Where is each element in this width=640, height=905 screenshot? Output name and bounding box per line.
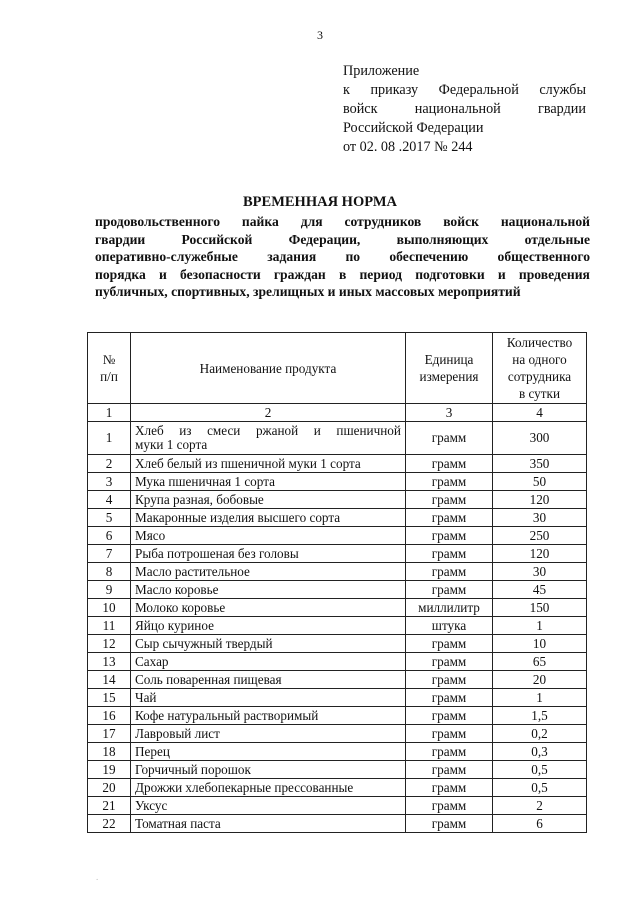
row-number: 15 — [88, 689, 131, 707]
row-product-name: Масло коровье — [131, 581, 406, 599]
column-number-row — [88, 404, 587, 422]
row-product-name: Перец — [131, 743, 406, 761]
table-row — [88, 671, 587, 689]
subtitle-word: обеспечению — [389, 249, 469, 264]
table-row — [88, 545, 587, 563]
appendix-line-2 — [343, 81, 586, 100]
row-unit: грамм — [406, 815, 493, 833]
table-header-row — [88, 333, 587, 404]
subtitle-word: проведения — [518, 266, 590, 282]
table-row — [88, 761, 587, 779]
row-product-name: Хлеб белый из пшеничной муки 1 сорта — [131, 455, 406, 473]
row-number: 18 — [88, 743, 131, 761]
row-quantity: 20 — [493, 671, 587, 689]
row-quantity: 0,5 — [493, 761, 587, 779]
row-number: 13 — [88, 653, 131, 671]
row-unit: грамм — [406, 491, 493, 509]
norm-table — [87, 332, 587, 833]
appendix-block — [343, 62, 586, 157]
table-row — [88, 797, 587, 815]
appendix-word: приказу — [370, 82, 419, 98]
row-number: 17 — [88, 725, 131, 743]
row-quantity: 1,5 — [493, 707, 587, 725]
subtitle-word: продовольственного — [95, 214, 220, 229]
subtitle-word: и — [497, 266, 506, 282]
row-quantity: 120 — [493, 491, 587, 509]
row-product-name: Лавровый лист — [131, 725, 406, 743]
table-row — [88, 635, 587, 653]
row-number: 9 — [88, 581, 131, 599]
subtitle-word: пайка — [241, 214, 279, 229]
row-quantity: 250 — [493, 527, 587, 545]
row-quantity: 30 — [493, 509, 587, 527]
subtitle-word: оперативно-служебные — [95, 249, 238, 264]
table-row — [88, 491, 587, 509]
subtitle-line-1 — [95, 213, 590, 231]
appendix-line-4: Российской Федерации — [343, 120, 484, 136]
appendix-word: гвардии — [538, 101, 586, 117]
subtitle-word: Российской — [181, 231, 253, 247]
row-quantity: 0,5 — [493, 779, 587, 797]
row-unit: грамм — [406, 455, 493, 473]
table-row — [88, 743, 587, 761]
row-product-name: Чай — [131, 689, 406, 707]
subtitle-word: подготовки — [415, 266, 485, 282]
subtitle-word: и — [159, 266, 167, 282]
row-unit: грамм — [406, 509, 493, 527]
row-unit: грамм — [406, 563, 493, 581]
appendix-date: от 02. 08 .2017 № 244 — [343, 139, 473, 155]
row-quantity: 1 — [493, 617, 587, 635]
row-number: 8 — [88, 563, 131, 581]
row-unit: грамм — [406, 797, 493, 815]
row-quantity: 10 — [493, 635, 587, 653]
table-row — [88, 599, 587, 617]
row-unit: грамм — [406, 725, 493, 743]
header-unit: Единица измерения — [406, 333, 493, 404]
header-quantity: Количество на одного сотрудника в сутки — [493, 333, 587, 404]
appendix-word: национальной — [414, 101, 501, 117]
row-product-name: Масло растительное — [131, 563, 406, 581]
table-body — [88, 455, 587, 833]
row-unit: грамм — [406, 653, 493, 671]
row-unit: грамм — [406, 671, 493, 689]
appendix-line-3 — [343, 100, 586, 119]
row-quantity: 2 — [493, 797, 587, 815]
subtitle-word: для — [300, 214, 323, 229]
subtitle-word: безопасности — [180, 266, 261, 282]
row-number: 21 — [88, 797, 131, 815]
subtitle-line-4 — [95, 266, 590, 284]
row-unit: миллилитр — [406, 599, 493, 617]
appendix-word: Федеральной — [438, 82, 519, 98]
subtitle-word: порядка — [95, 266, 146, 282]
table-row — [88, 422, 587, 455]
scan-mark: . — [96, 872, 99, 882]
row-number: 7 — [88, 545, 131, 563]
row-number: 10 — [88, 599, 131, 617]
row-product-name: Мука пшеничная 1 сорта — [131, 473, 406, 491]
row-quantity: 6 — [493, 815, 587, 833]
row-unit: грамм — [406, 761, 493, 779]
column-number: 3 — [406, 404, 493, 422]
subtitle-word: Федерации, — [288, 231, 361, 247]
row-number: 3 — [88, 473, 131, 491]
row-unit: грамм — [406, 707, 493, 725]
table-row — [88, 725, 587, 743]
row-product-name: Крупа разная, бобовые — [131, 491, 406, 509]
table-row — [88, 527, 587, 545]
row-quantity: 350 — [493, 455, 587, 473]
row-unit: грамм — [406, 422, 493, 455]
row-product-name: Горчичный порошок — [131, 761, 406, 779]
row-product-name: Кофе натуральный растворимый — [131, 707, 406, 725]
row-number: 12 — [88, 635, 131, 653]
row-number: 22 — [88, 815, 131, 833]
subtitle-word: выполняющих — [396, 231, 489, 247]
row-product-name: Сыр сычужный твердый — [131, 635, 406, 653]
row-product-name: Яйцо куриное — [131, 617, 406, 635]
appendix-heading: Приложение — [343, 63, 420, 79]
table-row — [88, 509, 587, 527]
table-row — [88, 563, 587, 581]
row-quantity: 300 — [493, 422, 587, 455]
table-row — [88, 689, 587, 707]
table-row — [88, 455, 587, 473]
row-product-name: Сахар — [131, 653, 406, 671]
subtitle-word: граждан — [273, 266, 326, 282]
row-number: 20 — [88, 779, 131, 797]
appendix-word: войск — [343, 101, 378, 117]
row-unit: грамм — [406, 581, 493, 599]
subtitle-word: общественного — [497, 249, 590, 264]
row-unit: грамм — [406, 527, 493, 545]
row-number: 1 — [88, 422, 131, 455]
row-quantity: 30 — [493, 563, 587, 581]
row-unit: грамм — [406, 743, 493, 761]
header-number: № п/п — [88, 333, 131, 404]
subtitle-word: период — [359, 266, 403, 282]
subtitle-word: сотрудников — [344, 214, 422, 229]
table-row — [88, 581, 587, 599]
row-unit: грамм — [406, 689, 493, 707]
subtitle-line-5: публичных, спортивных, зрелищных и иных массовых мероприятий — [95, 284, 521, 299]
subtitle-word: отдельные — [524, 231, 590, 247]
row-product-name: Томатная паста — [131, 815, 406, 833]
subtitle-line-3 — [95, 248, 590, 266]
row-unit: грамм — [406, 473, 493, 491]
table-row — [88, 779, 587, 797]
appendix-word: службы — [539, 82, 586, 98]
row-unit: грамм — [406, 545, 493, 563]
subtitle-word: задания — [267, 249, 317, 264]
subtitle-line-2 — [95, 231, 590, 249]
subtitle-word: гвардии — [95, 231, 146, 247]
row-number: 19 — [88, 761, 131, 779]
column-number: 2 — [131, 404, 406, 422]
subtitle-word: в — [338, 266, 347, 282]
row-quantity: 0,3 — [493, 743, 587, 761]
column-number: 1 — [88, 404, 131, 422]
table-row — [88, 707, 587, 725]
row-quantity: 120 — [493, 545, 587, 563]
row-number: 4 — [88, 491, 131, 509]
row-number: 14 — [88, 671, 131, 689]
row-product-name: Соль поваренная пищевая — [131, 671, 406, 689]
subtitle-word: национальной — [500, 214, 590, 229]
row-quantity: 0,2 — [493, 725, 587, 743]
row-number: 6 — [88, 527, 131, 545]
row-unit: грамм — [406, 635, 493, 653]
row-product-name: Дрожжи хлебопекарные прессованные — [131, 779, 406, 797]
row-quantity: 65 — [493, 653, 587, 671]
row-number: 2 — [88, 455, 131, 473]
row-unit: грамм — [406, 779, 493, 797]
row-product-name: Хлеб из смеси ржаной и пшеничной муки 1 сорта — [131, 422, 406, 455]
row-product-name: Уксус — [131, 797, 406, 815]
row-number: 5 — [88, 509, 131, 527]
appendix-word: к — [343, 82, 350, 98]
subtitle-word: войск — [443, 214, 479, 229]
row-quantity: 45 — [493, 581, 587, 599]
row-product-name: Молоко коровье — [131, 599, 406, 617]
table-row — [88, 473, 587, 491]
row-quantity: 50 — [493, 473, 587, 491]
subtitle-word: по — [345, 249, 361, 264]
row-product-name: Мясо — [131, 527, 406, 545]
table-row — [88, 617, 587, 635]
document-subtitle — [95, 213, 590, 301]
page-number: 3 — [317, 28, 323, 42]
table-row — [88, 815, 587, 833]
row-number: 11 — [88, 617, 131, 635]
row-product-name: Рыба потрошеная без головы — [131, 545, 406, 563]
row-number: 16 — [88, 707, 131, 725]
table-row — [88, 653, 587, 671]
column-number: 4 — [493, 404, 587, 422]
row-product-name: Макаронные изделия высшего сорта — [131, 509, 406, 527]
document-title: ВРЕМЕННАЯ НОРМА — [243, 194, 397, 210]
header-product-name: Наименование продукта — [131, 333, 406, 404]
row-quantity: 150 — [493, 599, 587, 617]
row-unit: штука — [406, 617, 493, 635]
row-quantity: 1 — [493, 689, 587, 707]
